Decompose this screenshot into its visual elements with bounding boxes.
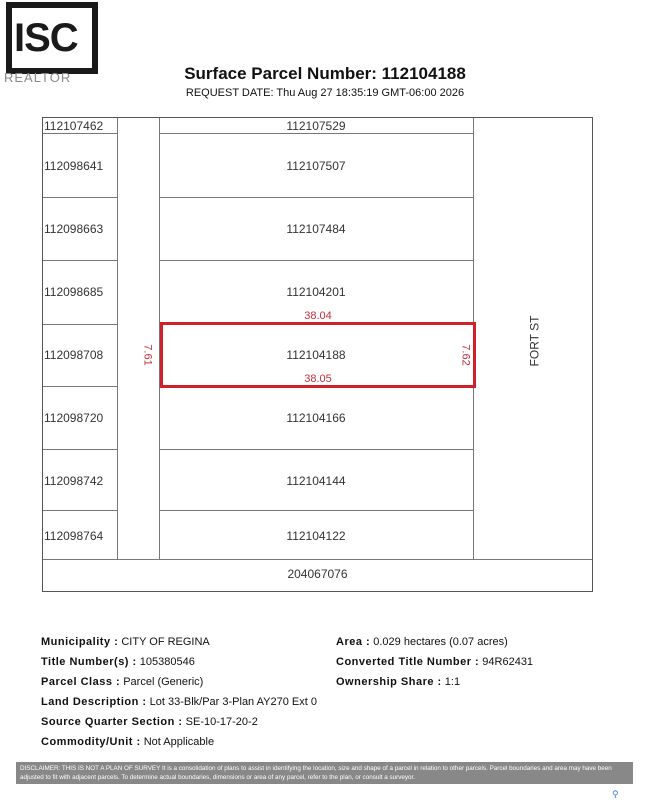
left-row-line bbox=[43, 386, 117, 387]
left-row-line bbox=[43, 197, 117, 198]
ownership-share-value: 1:1 bbox=[444, 676, 461, 688]
dimension-top: 38.04 bbox=[304, 310, 332, 322]
commodity-row bbox=[41, 736, 214, 748]
map-pin-icon: ⚲ bbox=[612, 789, 619, 799]
selected-parcel-label: 112104188 bbox=[286, 348, 346, 362]
parcel-class-value: Parcel (Generic) bbox=[123, 676, 204, 688]
dimension-left: 7.61 bbox=[141, 344, 154, 366]
left-parcel-label: 112098720 bbox=[44, 411, 104, 425]
center-parcel-label: 112104122 bbox=[286, 529, 346, 543]
request-date: REQUEST DATE: Thu Aug 27 18:35:19 GMT-06:00 2026 bbox=[185, 87, 465, 99]
municipality-row bbox=[41, 636, 210, 648]
municipality-label: Municipality : bbox=[41, 636, 119, 648]
left-parcel-label: 112098764 bbox=[44, 529, 104, 543]
realtor-logo-text: REALTOR bbox=[4, 70, 72, 85]
page-title: Surface Parcel Number: 112104188 bbox=[184, 64, 466, 83]
center-parcel-label: 112107529 bbox=[286, 119, 346, 133]
area-value: 0.029 hectares (0.07 acres) bbox=[373, 636, 508, 648]
parcel-class-row bbox=[41, 676, 203, 688]
source-quarter-row bbox=[41, 716, 258, 728]
commodity-label: Commodity/Unit : bbox=[41, 736, 141, 748]
converted-title-row bbox=[336, 656, 533, 668]
center-parcel-label: 112104166 bbox=[286, 411, 346, 425]
left-parcel-label: 112107462 bbox=[44, 119, 104, 133]
dimension-bottom: 38.05 bbox=[304, 373, 332, 385]
parcel-map bbox=[42, 117, 593, 592]
land-description-label: Land Description : bbox=[41, 696, 147, 708]
center-row-line bbox=[159, 260, 473, 261]
left-row-line bbox=[43, 449, 117, 450]
center-parcel-label: 112107507 bbox=[286, 159, 346, 173]
lane-left-line bbox=[117, 118, 118, 559]
isc-logo-text: ISC bbox=[14, 16, 78, 60]
left-parcel-label: 112098742 bbox=[44, 474, 104, 488]
left-parcel-label: 112098663 bbox=[44, 222, 104, 236]
left-row-line bbox=[43, 133, 117, 134]
land-description-value: Lot 33-Blk/Par 3-Plan AY270 Ext 0 bbox=[149, 696, 317, 708]
center-row-line bbox=[159, 510, 473, 511]
commodity-value: Not Applicable bbox=[143, 736, 215, 748]
source-quarter-label: Source Quarter Section : bbox=[41, 716, 183, 728]
left-row-line bbox=[43, 260, 117, 261]
street-label: FORT ST bbox=[527, 315, 542, 367]
source-quarter-value: SE-10-17-20-2 bbox=[185, 716, 258, 728]
title-numbers-row bbox=[41, 656, 195, 668]
converted-title-value: 94R62431 bbox=[482, 656, 534, 668]
converted-title-label: Converted Title Number : bbox=[336, 656, 480, 668]
left-row-line bbox=[43, 510, 117, 511]
left-parcel-label: 112098708 bbox=[44, 348, 104, 362]
bottom-parcel-label: 204067076 bbox=[287, 567, 348, 581]
left-row-line bbox=[43, 324, 117, 325]
center-row-line bbox=[159, 449, 473, 450]
municipality-value: CITY OF REGINA bbox=[121, 636, 210, 648]
land-description-row bbox=[41, 696, 317, 708]
dimension-right: 7.62 bbox=[459, 344, 472, 366]
disclaimer-banner: DISCLAIMER: THIS IS NOT A PLAN OF SURVEY It is a consolidation of plans to assist in identifying the location, size and shape of a parcel in relation to other parcels. Parcel boundaries and area may have been adjusted to fit with adjacent parcels. To determine actual boundaries, dimensions or area of any parcel, refer to the plan, or consult a surveyor. bbox=[16, 762, 633, 784]
ownership-share-label: Ownership Share : bbox=[336, 676, 442, 688]
center-parcel-label: 112104144 bbox=[286, 474, 346, 488]
left-parcel-label: 112098641 bbox=[44, 159, 104, 173]
area-row bbox=[336, 636, 508, 648]
title-numbers-label: Title Number(s) : bbox=[41, 656, 137, 668]
title-numbers-value: 105380546 bbox=[139, 656, 195, 668]
left-parcel-label: 112098685 bbox=[44, 285, 104, 299]
bottom-boundary-line bbox=[43, 559, 592, 560]
parcel-class-label: Parcel Class : bbox=[41, 676, 121, 688]
center-parcel-label: 112107484 bbox=[286, 222, 346, 236]
center-row-line bbox=[159, 197, 473, 198]
ownership-share-row bbox=[336, 676, 460, 688]
area-label: Area : bbox=[336, 636, 371, 648]
center-parcel-label: 112104201 bbox=[286, 285, 346, 299]
center-row-line bbox=[159, 133, 473, 134]
